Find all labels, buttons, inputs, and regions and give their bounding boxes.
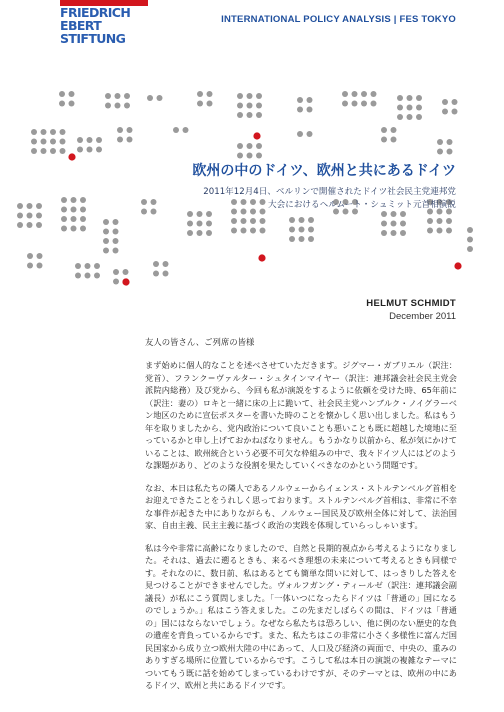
- map-dot: [437, 139, 443, 145]
- map-dot: [85, 273, 91, 279]
- map-dot: [85, 263, 91, 269]
- map-dot: [467, 237, 473, 243]
- map-dot: [36, 213, 42, 219]
- map-dot: [407, 95, 413, 101]
- map-dot: [256, 93, 262, 99]
- map-dot: [50, 148, 56, 154]
- map-dot: [75, 273, 81, 279]
- map-dot: [247, 103, 253, 109]
- map-dot-highlight: [253, 132, 260, 139]
- map-dot: [446, 228, 452, 234]
- map-dot: [75, 263, 81, 269]
- map-dot: [27, 253, 33, 259]
- map-dot: [147, 95, 153, 101]
- map-dot: [237, 143, 243, 149]
- logo-line-2: EBERT: [60, 18, 102, 33]
- map-dot: [163, 261, 169, 267]
- map-dot: [289, 227, 295, 233]
- author-name: HELMUT SCHMIDT: [366, 298, 456, 309]
- map-dot: [113, 269, 119, 275]
- map-dot: [41, 129, 47, 135]
- map-dot: [197, 230, 203, 236]
- map-dot: [113, 238, 119, 244]
- map-dot: [247, 143, 253, 149]
- map-dot: [117, 137, 123, 143]
- map-dot: [113, 279, 119, 285]
- map-dot: [467, 227, 473, 233]
- map-dot: [241, 218, 247, 224]
- document-title: 欧州の中のドイツ、欧州と共にあるドイツ: [192, 163, 456, 179]
- map-dot: [163, 271, 169, 277]
- map-dot: [59, 91, 65, 97]
- map-dot-highlight: [258, 254, 265, 261]
- map-dot: [117, 127, 123, 133]
- map-dot: [446, 218, 452, 224]
- map-dot: [151, 199, 157, 205]
- map-dot: [307, 97, 313, 103]
- map-dot: [71, 216, 77, 222]
- map-dot: [113, 248, 119, 254]
- map-dot: [50, 139, 56, 145]
- map-dot: [371, 91, 377, 97]
- map-dot: [207, 91, 213, 97]
- map-dot: [297, 131, 303, 137]
- map-dot: [299, 236, 305, 242]
- map-dot: [437, 149, 443, 155]
- map-dot: [207, 101, 213, 107]
- map-dot: [427, 218, 433, 224]
- map-dot: [59, 101, 65, 107]
- map-dot: [289, 236, 295, 242]
- map-dot: [391, 221, 397, 227]
- map-dot: [400, 221, 406, 227]
- map-dot: [256, 112, 262, 118]
- map-dot: [308, 217, 314, 223]
- body-paragraph-2: なお、本日は私たちの隣人であるノルウェーからイェンス・ストルテンベルグ首相をお迎えできたことをうれしく思っております。ストルテンベルグ首相は、非常に不幸な事件が起きた中にありながらも、ノルウェー国民及び欧州全体に対して、法治国家、自由主義、民主主義に基づく政治の実践を体現していらっしゃいます。: [145, 482, 457, 530]
- map-dot: [416, 105, 422, 111]
- map-dot: [352, 101, 358, 107]
- foundation-logo: [60, 6, 150, 45]
- map-dot: [157, 95, 163, 101]
- map-dot: [96, 137, 102, 143]
- map-dot: [153, 261, 159, 267]
- map-dot: [231, 218, 237, 224]
- map-dot: [361, 91, 367, 97]
- map-dot: [103, 238, 109, 244]
- map-dot: [77, 137, 83, 143]
- map-dot: [427, 228, 433, 234]
- map-dot: [127, 127, 133, 133]
- greeting: 友人の皆さん、ご列席の皆様: [145, 337, 255, 347]
- map-dot: [237, 153, 243, 159]
- map-dot: [397, 95, 403, 101]
- logo-line-1: FRIEDRICH: [60, 5, 131, 20]
- map-dot: [447, 139, 453, 145]
- map-dot: [105, 103, 111, 109]
- logo-line-3: STIFTUNG: [60, 31, 126, 46]
- map-dot: [206, 221, 212, 227]
- map-dot: [127, 137, 133, 143]
- map-dot: [206, 230, 212, 236]
- map-dot: [416, 95, 422, 101]
- map-dot: [141, 199, 147, 205]
- map-dot: [183, 127, 189, 133]
- map-dot: [61, 216, 67, 222]
- map-dot: [442, 109, 448, 115]
- map-dot: [407, 114, 413, 120]
- map-dot: [256, 103, 262, 109]
- map-dot: [103, 229, 109, 235]
- map-dot: [467, 246, 473, 252]
- map-dot: [352, 91, 358, 97]
- map-dot: [113, 229, 119, 235]
- map-dot: [247, 93, 253, 99]
- map-dot: [27, 263, 33, 269]
- series-header: INTERNATIONAL POLICY ANALYSIS | FES TOKYO: [221, 14, 456, 25]
- map-dot: [87, 137, 93, 143]
- map-dot: [37, 263, 43, 269]
- map-dot: [71, 207, 77, 213]
- map-dot-highlight: [122, 278, 129, 285]
- map-dot-highlight: [68, 153, 75, 160]
- map-dot: [69, 91, 75, 97]
- map-dot: [50, 129, 56, 135]
- map-dot: [307, 107, 313, 113]
- map-dot: [61, 226, 67, 232]
- map-dot: [250, 228, 256, 234]
- map-dot: [105, 93, 111, 99]
- map-dot: [113, 219, 119, 225]
- map-dot: [124, 103, 130, 109]
- map-dot: [391, 127, 397, 133]
- map-dot: [381, 127, 387, 133]
- map-dot: [452, 109, 458, 115]
- publication-date: December 2011: [389, 311, 456, 322]
- map-dot: [61, 207, 67, 213]
- map-dot: [71, 197, 77, 203]
- map-dot: [141, 209, 147, 215]
- map-dot: [80, 197, 86, 203]
- map-dot: [442, 99, 448, 105]
- subtitle-line-2: 大会におけるヘルムート・シュミット元首相演説: [268, 200, 456, 210]
- map-dot: [80, 207, 86, 213]
- map-dot: [41, 148, 47, 154]
- map-dot: [342, 91, 348, 97]
- map-dot: [80, 226, 86, 232]
- map-dot: [36, 222, 42, 228]
- map-dot: [187, 211, 193, 217]
- map-dot: [27, 222, 33, 228]
- map-dot: [237, 103, 243, 109]
- map-dot: [197, 91, 203, 97]
- map-dot: [27, 203, 33, 209]
- map-dot: [381, 137, 387, 143]
- map-dot: [342, 101, 348, 107]
- map-dot: [60, 148, 66, 154]
- map-dot: [17, 213, 23, 219]
- map-dot: [31, 139, 37, 145]
- map-dot: [361, 101, 367, 107]
- map-dot: [299, 227, 305, 233]
- map-dot: [299, 217, 305, 223]
- map-dot: [397, 114, 403, 120]
- body-paragraph-1: まず始めに個人的なことを述べさせていただきます。ジグマー・ガブリエル（訳注：党首）、フランク＝ヴァルター・シュタインマイヤー（訳注：連邦議会社会民主党会派院内総務）及び党から、今回も私が演説をするように依頼を受けた時、65年前に（訳注：妻の）ロキと一緒に床の上に跪いて、社会民主党ハンブルク・ノイグラーベン地区のために宣伝ポスターを書いた時のことを懐かしく思い出しました。私はもう年を取りましたから、党内政治について良いことも悪いことも既に超越した境地に至っているかと申し上げておかねばなりません。もうかなり以前から、私が気にかけていることは、欧州統合という必要不可欠な枠組みの中で、我々ドイツ人にはどのような課題があり、どのような役割を果たしていくべきなのかという問題です。: [145, 360, 457, 470]
- map-dot: [250, 218, 256, 224]
- map-dot: [391, 230, 397, 236]
- map-dot: [94, 263, 100, 269]
- map-dot: [371, 101, 377, 107]
- map-dot: [103, 248, 109, 254]
- map-dot: [308, 236, 314, 242]
- map-dot: [237, 93, 243, 99]
- map-dot: [256, 143, 262, 149]
- map-dot: [61, 197, 67, 203]
- map-dot: [260, 218, 266, 224]
- map-dot: [96, 147, 102, 153]
- map-dot: [307, 131, 313, 137]
- map-dot: [197, 211, 203, 217]
- body-paragraph-3: 私は今や非常に高齢になりましたので、自然と長期的視点から考えるようになりました。それは、過去に遡るときも、来るべき理想の未来について考えるときも同様です。それなのに、数日前、私はあるとても簡単な問いに対して、はっきりした答えを見つけることができませんでした。ヴォルフガング・ティールゼ（訳注：連邦議会副議長）が私にこう質問しました。「一体いつになったらドイツは「普通の」国になるのでしょうか。」私はこう答えました。この先まだしばらくの間は、ドイツは「普通の」国にはならないでしょう。なぜなら私たちは恐ろしい、他に例のない歴史的な負の遺産を背負っているからです。また、私たちはこの非常に小さく多様性に富んだ国民国家から成り立つ欧州大陸の中にあって、人口及び経済の両面で、中央の、重みのありすぎる場所に位置しているからです。こうして私は本日の演説の複雑なテーマについてもう既に話を始めてしまっているわけですが、そのテーマとは、欧州の中にあるドイツ、欧州と共にあるドイツです。: [145, 542, 457, 690]
- map-dot: [187, 230, 193, 236]
- document-subtitle: [203, 186, 456, 212]
- map-dot: [31, 148, 37, 154]
- map-dot: [437, 218, 443, 224]
- map-dot: [247, 153, 253, 159]
- map-dot: [60, 129, 66, 135]
- map-dot: [69, 101, 75, 107]
- map-dot: [391, 137, 397, 143]
- map-dot: [31, 129, 37, 135]
- map-dot: [115, 103, 121, 109]
- map-dot: [80, 216, 86, 222]
- map-dot: [381, 230, 387, 236]
- map-dot: [173, 127, 179, 133]
- map-dot: [60, 139, 66, 145]
- map-dot: [151, 209, 157, 215]
- map-dot: [231, 228, 237, 234]
- map-dot: [115, 93, 121, 99]
- map-dot: [197, 101, 203, 107]
- map-dot: [452, 99, 458, 105]
- map-dot: [407, 105, 413, 111]
- map-dot: [297, 97, 303, 103]
- map-dot: [153, 271, 159, 277]
- map-dot: [37, 253, 43, 259]
- map-dot: [123, 269, 129, 275]
- map-dot: [36, 203, 42, 209]
- map-dot: [17, 203, 23, 209]
- map-dot: [400, 230, 406, 236]
- map-dot: [260, 228, 266, 234]
- map-dot: [187, 221, 193, 227]
- map-dot: [297, 107, 303, 113]
- map-dot-highlight: [454, 262, 461, 269]
- map-dot: [247, 112, 253, 118]
- speech-body: [145, 336, 457, 702]
- map-dot: [124, 93, 130, 99]
- map-dot: [17, 222, 23, 228]
- subtitle-line-1: 2011年12月4日、ベルリンで開催されたドイツ社会民主党連邦党: [203, 187, 456, 197]
- map-dot: [103, 219, 109, 225]
- map-dot: [241, 228, 247, 234]
- map-dot: [197, 221, 203, 227]
- map-dot: [77, 147, 83, 153]
- map-dot: [71, 226, 77, 232]
- map-dot: [94, 273, 100, 279]
- map-dot: [41, 139, 47, 145]
- map-dot: [381, 221, 387, 227]
- map-dot: [397, 105, 403, 111]
- map-dot: [437, 228, 443, 234]
- map-dot: [256, 153, 262, 159]
- map-dot: [289, 217, 295, 223]
- map-dot: [447, 149, 453, 155]
- map-dot: [237, 112, 243, 118]
- map-dot: [27, 213, 33, 219]
- map-dot: [87, 147, 93, 153]
- map-dot: [416, 114, 422, 120]
- map-dot: [308, 227, 314, 233]
